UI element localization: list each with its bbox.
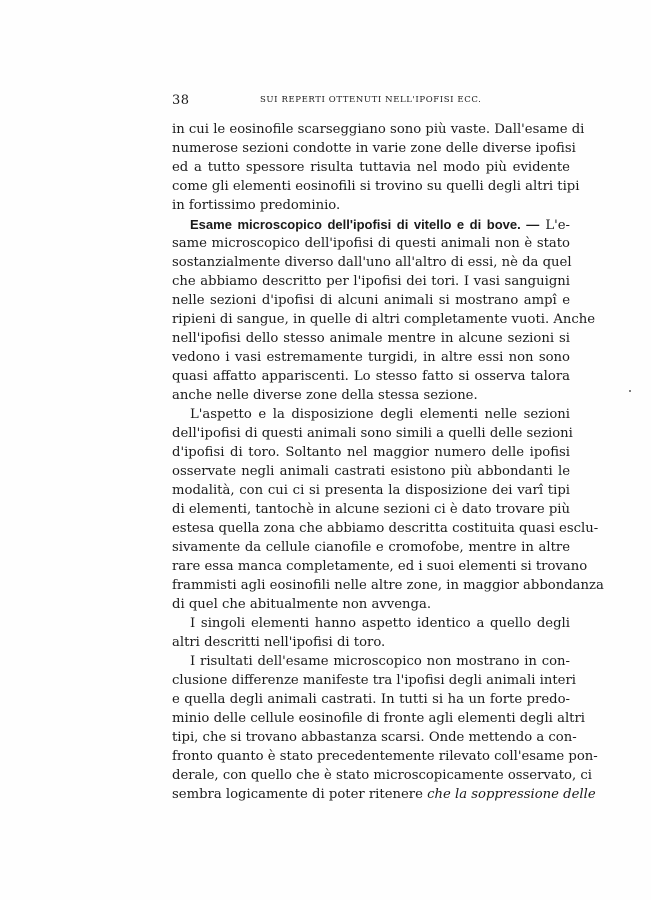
text-line: nell'ipofisi dello stesso animale mentre in alcune sezioni si [172,331,570,346]
text-line: same microscopico dell'ipofisi di questi animali non è stato [172,236,570,251]
section-heading-line [172,215,570,234]
text-line: estesa quella zona che abbiamo descritta costituita quasi esclu- [172,521,599,536]
text-line: ripieni di sangue, in quelle di altri completamente vuoti. Anche [172,312,596,327]
text-line: sivamente da cellule cianofile e cromofobe, mentre in altre [172,540,570,555]
text-line: I risultati dell'esame microscopico non mostrano in con- [190,654,570,669]
text-fragment: L'e- [545,218,570,233]
text-line: vedono i vasi estremamente turgidi, in altre essi non sono [172,350,570,365]
body-text [172,120,604,804]
text-line: minio delle cellule eosinofile di fronte agli elementi degli altri [172,711,585,726]
text-line: modalità, con cui ci si presenta la disposizione dei varî tipi [172,483,570,498]
text-line: quasi affatto appariscenti. Lo stesso fatto si osserva talora [172,369,570,384]
text-line: osservate negli animali castrati esistono più abbondanti le [172,464,570,479]
text-line: I singoli elementi hanno aspetto identico a quello degli [190,616,570,631]
text-line: numerose sezioni condotte in varie zone delle diverse ipofisi [172,141,576,156]
text-line: dell'ipofisi di questi animali sono simili a quelli delle sezioni [172,426,573,441]
text-line: L'aspetto e la disposizione degli elementi nelle sezioni [190,407,570,422]
running-header [172,93,568,109]
page-speck [629,390,631,392]
text-line: in cui le eosinofile scarseggiano sono più vaste. Dall'esame di [172,122,585,137]
text-fragment: sembra logicamente di poter ritenere [172,787,423,802]
text-line: e quella degli animali castrati. In tutti si ha un forte predo- [172,692,570,707]
text-line: in fortissimo predominio. [172,198,341,213]
text-line: di elementi, tantochè in alcune sezioni ci è dato trovare più [172,502,570,517]
text-line: ed a tutto spessore risulta tuttavia nel modo più evidente [172,160,570,175]
text-line: fronto quanto è stato precedentemente rilevato coll'esame pon- [172,749,598,764]
text-line: anche nelle diverse zone della stessa sezione. [172,388,478,403]
text-line: d'ipofisi di toro. Soltanto nel maggior numero delle ipofisi [172,445,570,460]
italic-phrase: che la soppressione delle [427,787,596,802]
text-line: sostanzialmente diverso dall'uno all'altro di essi, nè da quel [172,255,572,270]
text-line: rare essa manca completamente, ed i suoi elementi si trovano [172,559,588,574]
page-number: 38 [172,93,190,108]
text-line: nelle sezioni d'ipofisi di alcuni animali si mostrano ampî e [172,293,570,308]
text-line: che abbiamo descritto per l'ipofisi dei tori. I vasi sanguigni [172,274,570,289]
text-line: clusione differenze manifeste tra l'ipofisi degli animali interi [172,673,577,688]
running-title: SUI REPERTI OTTENUTI NELL'IPOFISI ECC. [260,95,482,105]
text-line: come gli elementi eosinofili si trovino su quelli degli altri tipi [172,179,580,194]
text-line: tipi, che si trovano abbastanza scarsi. Onde mettendo a con- [172,730,577,745]
final-text-line [172,785,596,804]
text-line: altri descritti nell'ipofisi di toro. [172,635,386,650]
section-heading: Esame microscopico dell'ipofisi di vitello e di bove. — [190,217,540,232]
text-line: di quel che abitualmente non avvenga. [172,597,432,612]
text-line: derale, con quello che è stato microscopicamente osservato, ci [172,768,592,783]
text-line: frammisti agli eosinofili nelle altre zone, in maggior abbondanza [172,578,604,593]
